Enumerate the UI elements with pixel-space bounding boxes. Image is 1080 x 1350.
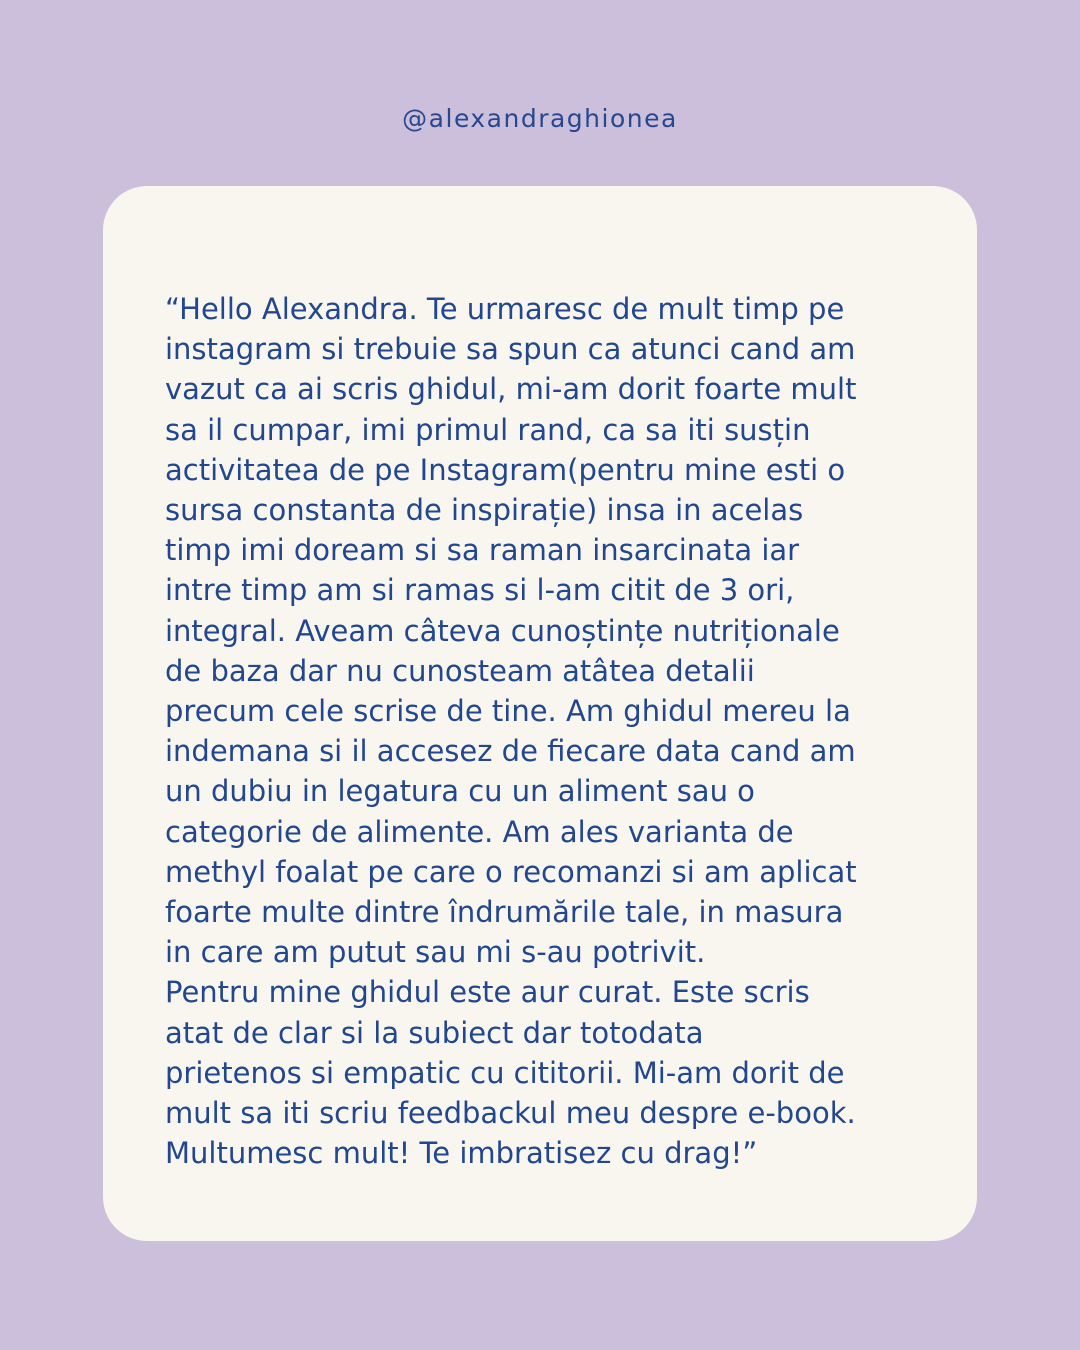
- quote-line: integral. Aveam câteva cunoștințe nutriționale: [165, 613, 840, 648]
- quote-line: precum cele scrise de tine. Am ghidul mereu la: [165, 694, 851, 729]
- quote-line: methyl foalat pe care o recomanzi si am aplicat: [165, 854, 857, 889]
- quote-line: sa il cumpar, imi primul rand, ca sa iti susțin: [165, 412, 811, 447]
- quote-line: instagram si trebuie sa spun ca atunci cand am: [165, 332, 856, 367]
- testimonial-card: [103, 186, 977, 1241]
- quote-line: activitatea de pe Instagram(pentru mine esti o: [165, 452, 846, 487]
- quote-line: de baza dar nu cunosteam atâtea detalii: [165, 653, 755, 688]
- quote-line: indemana si il accesez de fiecare data cand am: [165, 734, 856, 769]
- testimonial-quote: [165, 289, 935, 1173]
- quote-line: in care am putut sau mi s-au potrivit.: [165, 935, 706, 970]
- quote-line: foarte multe dintre îndrumările tale, in masura: [165, 895, 844, 930]
- quote-line: timp imi doream si sa raman insarcinata iar: [165, 533, 800, 568]
- quote-line: “Hello Alexandra. Te urmaresc de mult timp pe: [165, 292, 845, 326]
- quote-line: categorie de alimente. Am ales varianta de: [165, 814, 794, 849]
- quote-line: sursa constanta de inspirație) insa in acelas: [165, 493, 804, 528]
- quote-line: prietenos si empatic cu cititorii. Mi-am dorit de: [165, 1055, 845, 1090]
- quote-line: un dubiu in legatura cu un aliment sau o: [165, 774, 755, 809]
- quote-line: Pentru mine ghidul este aur curat. Este scris: [165, 975, 810, 1010]
- quote-line: intre timp am si ramas si l-am citit de 3 ori,: [165, 573, 795, 608]
- quote-line: mult sa iti scriu feedbackul meu despre e-book.: [165, 1096, 856, 1131]
- quote-line: Multumesc mult! Te imbratisez cu drag!”: [165, 1136, 758, 1171]
- quote-line: vazut ca ai scris ghidul, mi-am dorit foarte mult: [165, 372, 857, 407]
- quote-line: atat de clar si la subiect dar totodata: [165, 1015, 704, 1050]
- instagram-handle: @alexandraghionea: [402, 104, 678, 133]
